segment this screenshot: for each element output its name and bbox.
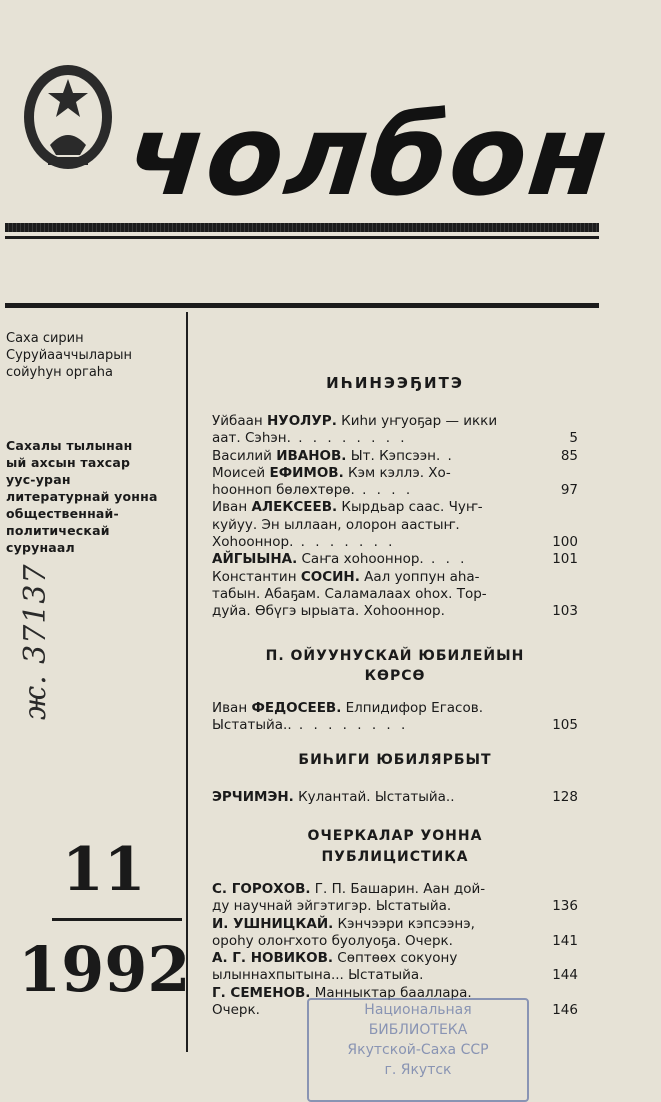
organ-description: [6, 330, 184, 381]
page-number: 141: [552, 932, 578, 949]
page-number: 144: [552, 967, 578, 984]
author-name: ЭРЧИМЭН.: [212, 789, 294, 805]
title-text: дуйа. Өбүгэ ырыата. Хоһооннор.: [212, 603, 445, 620]
masthead-title: чолбон: [121, 91, 616, 221]
page-number: 105: [552, 717, 578, 734]
desc-line: общественнай-: [6, 506, 119, 521]
toc-entry: [212, 950, 578, 985]
section-1: [212, 413, 578, 621]
author-name: ИВАНОВ.: [276, 447, 347, 464]
page-number: 128: [552, 789, 578, 805]
desc-line: Сахалы тылынан: [6, 438, 133, 453]
library-stamp: [307, 998, 529, 1102]
section-3: [212, 789, 578, 806]
author-name: НУОЛУР.: [267, 413, 337, 429]
title-text: Ыстатыйа..: [212, 717, 292, 734]
author-first: Моисей: [212, 464, 270, 481]
toc-entry: Уйбаан НУОЛУР. Киһи уҥуоҕар — икки аат. Сэһэн. . . . . . . . . 5: [212, 413, 578, 447]
author-name: ФЕДОСЕЕВ.: [251, 700, 342, 716]
section-title-line: ПУБЛИЦИСТИКА: [321, 849, 469, 865]
author-name: АЛЕКСЕЕВ.: [251, 499, 338, 516]
section-2-title: [212, 646, 578, 686]
stamp-line: Национальная: [364, 1002, 472, 1018]
author-first: Уйбаан: [212, 413, 267, 429]
title-text: ду научнай эйгэтигэр. Ыстатыйа.: [212, 898, 452, 915]
library-code: ж. 37137: [18, 563, 53, 720]
title-text: Хоһооннор.: [212, 534, 294, 551]
contents-title: ИҺИНЭЭҔИТЭ: [326, 374, 464, 392]
issue-number: 11: [62, 835, 146, 905]
title-text: ылыннахпытына... Ыстатыйа.: [212, 967, 424, 984]
toc-entry: [212, 916, 578, 951]
masthead-rule: [5, 236, 599, 239]
title-text: Сөптөөх сокуону: [333, 950, 458, 967]
header-divider: [5, 303, 599, 308]
page-number: 97: [560, 482, 578, 499]
title-text: Киһи уҥуоҕар — икки: [336, 413, 498, 429]
author-first: Иван: [212, 499, 252, 516]
page-number: 100: [552, 534, 578, 551]
toc-entry: Моисей ЕФИМОВ. Кэм кэллэ. Хо- һоонноп бөлөхтөрө. . . . . 97: [212, 464, 578, 499]
section-2: [212, 700, 578, 735]
title-text: Саҥа хоһооннор.: [297, 551, 424, 568]
journal-description: [6, 437, 184, 556]
title-text: Кулантай. Ыстатыйа..: [293, 789, 455, 805]
author-name: С. ГОРОХОВ.: [212, 881, 311, 897]
stamp-line: БИБЛИОТЕКА: [368, 1022, 468, 1038]
author-first: Иван: [212, 700, 252, 716]
org-line: сойуһун оргаһа: [6, 365, 114, 380]
author-name: И. УШНИЦКАЙ.: [212, 915, 334, 932]
page-number: 5: [569, 430, 578, 447]
title-text: куйуу. Эн ыллаан, олорон аастыҥ.: [212, 516, 460, 533]
title-text: Кэм кэллэ. Хо-: [343, 464, 451, 481]
emblem-icon: [20, 55, 116, 173]
author-first: Василий: [212, 447, 277, 464]
toc-entry: Василий ИВАНОВ. Ыт. Кэпсээн. . 85: [212, 447, 578, 464]
org-line: Саха сирин: [6, 331, 84, 346]
title-text: ороһу олоҥхото буолуоҕа. Очерк.: [212, 932, 453, 949]
title-text: һоонноп бөлөхтөрө.: [212, 482, 355, 499]
desc-line: сурунаал: [6, 540, 75, 555]
issue-year: 1992: [18, 933, 191, 1006]
title-text: Елпидифор Егасов.: [341, 700, 483, 716]
author-name: А. Г. НОВИКОВ.: [212, 950, 333, 967]
section-4-title: [212, 826, 578, 868]
title-text: Ыт. Кэпсээн.: [346, 447, 441, 464]
title-text: Очерк.: [212, 1002, 260, 1019]
section-title-line: П. ОЙУУНУСКАЙ ЮБИЛЕЙЫН: [265, 648, 525, 664]
section-title-line: КӨРСӨ: [364, 668, 426, 684]
title-text: Манныктар баалларa.: [310, 984, 472, 1001]
title-text: Аал уоппун аһа-: [359, 568, 480, 585]
desc-line: литературнай уонна: [6, 489, 158, 504]
desc-line: политическай: [6, 523, 110, 538]
title-text: аат. Сэһэн.: [212, 430, 291, 447]
toc-entry: [212, 789, 578, 806]
stamp-line: г. Якутск: [384, 1062, 452, 1078]
author-name: ЕФИМОВ.: [269, 464, 344, 481]
title-text: Кэнчээри кэпсээнэ,: [333, 915, 475, 932]
page-number: 103: [552, 603, 578, 620]
org-line: Суруйааччыларын: [6, 348, 133, 363]
toc-entry: АЙГЫЫНА. Саҥа хоһооннор. . . . 101: [212, 551, 578, 568]
stamp-line: Якутской-Саха ССР: [347, 1042, 489, 1058]
desc-line: ый ахсын тахсар: [6, 455, 131, 470]
issue-rule: [52, 918, 182, 921]
page-number: 136: [552, 898, 578, 915]
toc-entry: [212, 569, 578, 621]
page-number: 146: [552, 1002, 578, 1019]
section-3-title: БИҺИГИ ЮБИЛЯРБЫТ: [298, 752, 492, 768]
author-name: Г. СЕМЕНОВ.: [212, 984, 311, 1001]
masthead-band: [5, 223, 599, 232]
page-number: 85: [560, 447, 578, 464]
title-text: Г. П. Башарин. Аан дой-: [310, 881, 486, 897]
author-first: Константин: [212, 568, 301, 585]
section-title-line: ОЧЕРКАЛАР УОННА: [307, 828, 483, 844]
page-number: 101: [552, 551, 578, 568]
toc-entry: Иван АЛЕКСЕЕВ. Кырдьар саас. Чуҥ- куйуу. Эн ыллаан, олорон аастыҥ. Хоһооннор. . . . . . . . 100: [212, 499, 578, 551]
toc-entry: Иван ФЕДОСЕЕВ. Елпидифор Егасов. Ыстатыйа.. . . . . . . . . 105: [212, 700, 578, 734]
desc-line: уус-уран: [6, 472, 71, 487]
title-text: табын. Абаҕам. Саламалаах оһох. Тор-: [212, 585, 487, 602]
title-text: Кырдьар саас. Чуҥ-: [337, 499, 483, 516]
author-name: АЙГЫЫНА.: [212, 551, 298, 568]
author-name: СОСИН.: [300, 568, 360, 585]
toc-entry: [212, 881, 578, 916]
